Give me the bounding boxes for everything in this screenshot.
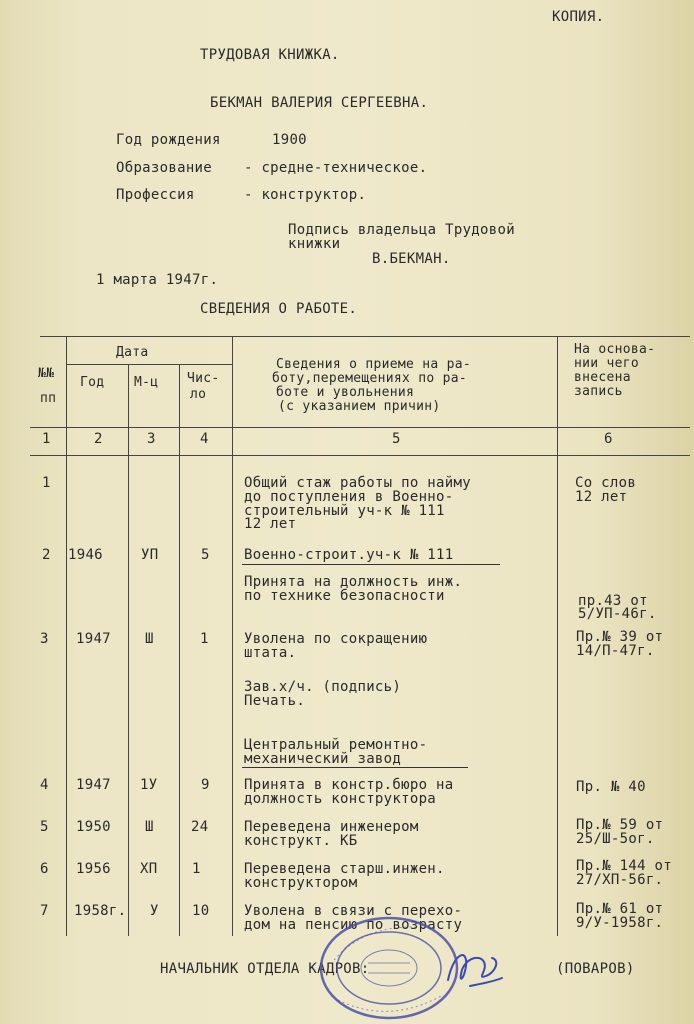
row-2-info-1: Военно-строит.уч-к № 111 [244, 547, 454, 563]
row-6-day: 1 [192, 861, 201, 877]
row-3-info-2: штата. [244, 645, 297, 661]
col-number: 1 [42, 431, 51, 447]
col-number: 6 [604, 431, 613, 447]
col-number: 4 [200, 431, 209, 447]
col-number: 3 [147, 431, 156, 447]
header-info-1: Сведения о приеме на ра- [276, 357, 472, 372]
birth-year-value: 1900 [272, 132, 307, 148]
col-number: 5 [392, 431, 401, 447]
row-1-basis-2: 12 лет [575, 489, 628, 505]
header-basis-4: запись [574, 384, 623, 399]
row-4-num: 4 [40, 777, 49, 793]
row-5-year: 1950 [76, 819, 111, 835]
row-7-year: 1958г. [74, 903, 127, 919]
row-2-day: 5 [201, 547, 210, 563]
owner-signature-line1: Подпись владельца Трудовой [288, 222, 515, 238]
footer-name: (ПОВАРОВ) [556, 961, 635, 977]
col-number: 2 [94, 431, 103, 447]
row-2b-info-2: по технике безопасности [244, 588, 445, 604]
row-5-num: 5 [40, 819, 49, 835]
issue-date: 1 марта 1947г. [96, 272, 219, 288]
birth-year-label: Год рождения [116, 132, 221, 148]
row-1-info-4: 12 лет [244, 516, 297, 532]
row-7-info-1: Уволена в связи с перехо- [244, 903, 463, 919]
row-3-year: 1947 [76, 631, 111, 647]
row-5-day: 24 [191, 819, 209, 835]
profession-value: - конструктор. [244, 187, 367, 203]
row-3-month: Ш [145, 631, 154, 647]
row-3-day: 1 [200, 631, 209, 647]
row-2b-basis-1: пр.43 от [578, 593, 648, 609]
row-3c-info-2: механический завод [244, 751, 402, 767]
row-4-info-2: должность конструктора [244, 791, 437, 807]
row-7-basis-1: Пр.№ 61 от [576, 901, 664, 917]
row-3-num: 3 [40, 631, 49, 647]
header-day-2: ло [190, 387, 207, 402]
copy-label: КОПИЯ. [552, 9, 605, 25]
row-5-month: Ш [145, 819, 154, 835]
row-6-basis-2: 27/ХП-56г. [576, 872, 664, 888]
row-2-num: 2 [42, 547, 51, 563]
education-label: Образование [116, 160, 213, 176]
header-month: М-ц [134, 375, 159, 390]
row-4-info-1: Принята в констр.бюро на [244, 777, 454, 793]
row-2b-basis-2: 5/УП-46г. [578, 606, 657, 622]
row-5-info-2: конструкт. КБ [244, 833, 358, 849]
row-5-basis-1: Пр.№ 59 от [576, 817, 664, 833]
row-5-info-1: Переведена инженером [244, 819, 419, 835]
row-5-basis-2: 25/Ш-5ог. [576, 831, 655, 847]
row-3-info-1: Уволена по сокращению [244, 631, 428, 647]
document-title: ТРУДОВАЯ КНИЖКА. [200, 47, 340, 63]
row-7-basis-2: 9/У-1958г. [576, 915, 664, 931]
row-4-basis-1: Пр. № 40 [576, 779, 646, 795]
header-num-1: №№ [38, 366, 55, 381]
row-1-info-3: строительный уч-к № 111 [244, 503, 445, 519]
section-title: СВЕДЕНИЯ О РАБОТЕ. [200, 301, 358, 317]
profession-label: Профессия [116, 187, 195, 203]
row-3-basis-1: Пр.№ 39 от [576, 629, 664, 645]
row-6-month: ХП [140, 861, 158, 877]
row-2b-info-1: Принята на должность инж. [244, 574, 463, 590]
header-basis-1: На основа- [574, 342, 656, 357]
row-3-basis-2: 14/П-47г. [576, 643, 655, 659]
row-7-month: У [150, 903, 159, 919]
row-4-month: 1У [140, 777, 158, 793]
header-day-1: Чис- [187, 371, 220, 386]
row-1-info-2: до поступления в Военно- [244, 489, 454, 505]
row-6-year: 1956 [76, 861, 111, 877]
row-3b-info-2: Печать. [244, 693, 306, 709]
row-7-info-2: дом на пенсию по возрасту [244, 917, 463, 933]
header-info-4: (с указанием причин) [278, 399, 441, 414]
header-basis-3: внесена [574, 370, 631, 385]
header-year: Год [80, 375, 105, 390]
row-6-num: 6 [40, 861, 49, 877]
row-7-num: 7 [40, 903, 49, 919]
row-3c-info-1: Центральный ремонтно- [244, 737, 428, 753]
row-2-month: УП [141, 547, 159, 563]
round-stamp-icon [318, 915, 460, 1021]
footer-title: НАЧАЛЬНИК ОТДЕЛА КАДРОВ: [160, 961, 370, 977]
row-1-num: 1 [42, 475, 51, 491]
owner-name: БЕКМАН ВАЛЕРИЯ СЕРГЕЕВНА. [210, 95, 429, 111]
row-4-year: 1947 [76, 777, 111, 793]
row-4-day: 9 [201, 777, 210, 793]
row-1-basis-1: Со слов [575, 475, 637, 491]
row-3b-info-1: Зав.х/ч. (подпись) [244, 679, 402, 695]
row-2-year: 1946 [68, 547, 103, 563]
row-6-info-2: конструктором [244, 875, 358, 891]
header-basis-2: нии чего [574, 356, 640, 371]
row-7-day: 10 [192, 903, 210, 919]
owner-signature-name: В.БЕКМАН. [372, 251, 451, 267]
header-info-3: боте и увольнения [276, 385, 415, 400]
row-1-info-1: Общий стаж работы по найму [244, 475, 471, 491]
owner-signature-line2: книжки [288, 236, 341, 252]
handwritten-signature-icon [440, 940, 510, 992]
header-date: Дата [116, 345, 149, 360]
education-value: - средне-техническое. [244, 160, 428, 176]
header-info-2: боту,перемещениях по ра- [272, 371, 468, 386]
row-6-info-1: Переведена старш.инжен. [244, 861, 445, 877]
row-6-basis-1: Пр.№ 144 от [576, 858, 673, 874]
header-num-2: пп [40, 391, 57, 406]
